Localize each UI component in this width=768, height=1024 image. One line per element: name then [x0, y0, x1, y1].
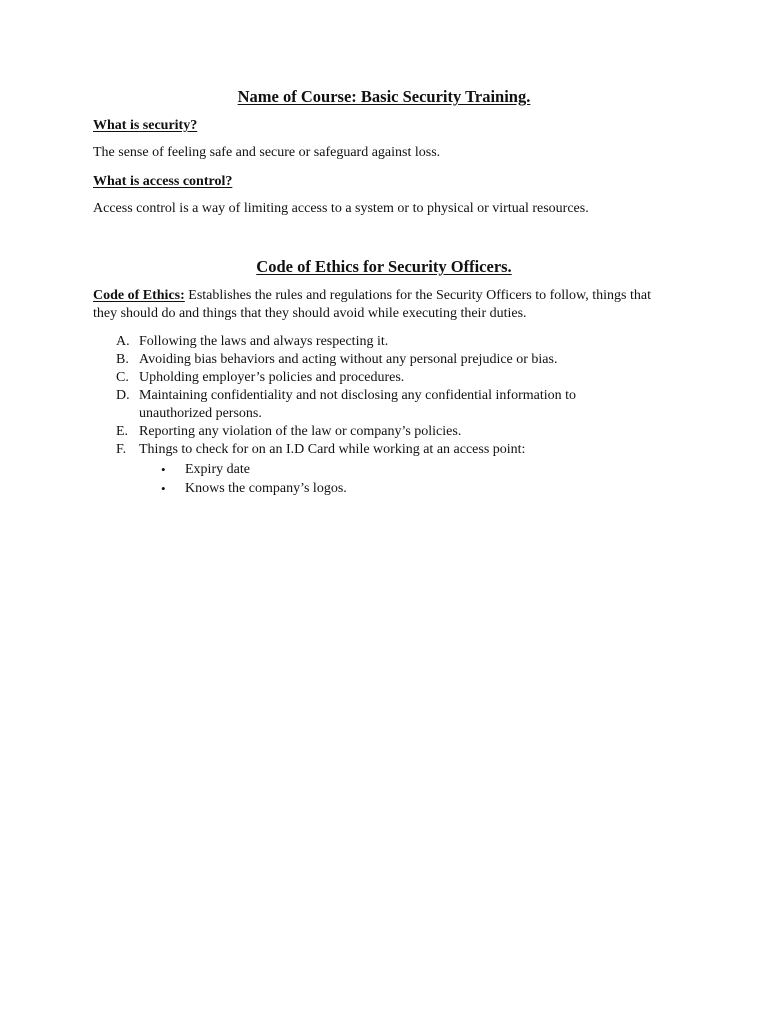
bullet-item	[139, 479, 605, 498]
bullet-item	[139, 460, 605, 479]
list-item-text: Maintaining confidentiality and not disclosing any confidential information to unauthorized persons.	[139, 388, 577, 421]
question-what-is-security: What is security?	[93, 118, 198, 133]
bullet-item-text: Expiry date	[185, 462, 250, 477]
list-item	[0, 351, 639, 369]
list-item-text: Following the laws and always respecting it.	[139, 334, 389, 349]
bullet-item-text: Knows the company’s logos.	[185, 481, 347, 496]
list-item	[0, 333, 639, 351]
list-marker: F.	[116, 442, 127, 457]
list-marker: D.	[116, 388, 130, 403]
list-item	[0, 441, 639, 498]
answer-what-is-security: The sense of feeling safe and secure or safeguard against loss.	[93, 145, 441, 160]
ethics-title: Code of Ethics for Security Officers.	[256, 257, 512, 276]
ethics-intro-text: Establishes the rules and regulations for the Security Officers to follow, things that they should do and things that they should avoid while executing their duties.	[93, 288, 651, 321]
course-title: Name of Course: Basic Security Training.	[237, 87, 531, 106]
answer-what-is-access-control: Access control is a way of limiting access to a system or to physical or virtual resources.	[93, 201, 589, 216]
id-card-checks-list	[139, 460, 639, 498]
list-item-text: Things to check for on an I.D Card while working at an access point:	[139, 442, 526, 457]
list-marker: C.	[116, 370, 129, 385]
bullet-icon: •	[161, 462, 166, 477]
list-item	[0, 423, 639, 441]
ethics-intro-lead: Code of Ethics:	[93, 288, 185, 303]
list-item	[0, 387, 639, 423]
bullet-icon: •	[161, 481, 166, 496]
list-item	[0, 369, 639, 387]
list-item-text: Upholding employer’s policies and procedures.	[139, 370, 405, 385]
question-what-is-access-control: What is access control?	[93, 174, 233, 189]
list-marker: B.	[116, 352, 129, 367]
list-item-text: Avoiding bias behaviors and acting without any personal prejudice or bias.	[139, 352, 558, 367]
ethics-list	[0, 333, 768, 498]
ethics-intro-paragraph	[93, 287, 653, 323]
list-marker: A.	[116, 334, 130, 349]
list-item-text: Reporting any violation of the law or company’s policies.	[139, 424, 462, 439]
list-marker: E.	[116, 424, 129, 439]
